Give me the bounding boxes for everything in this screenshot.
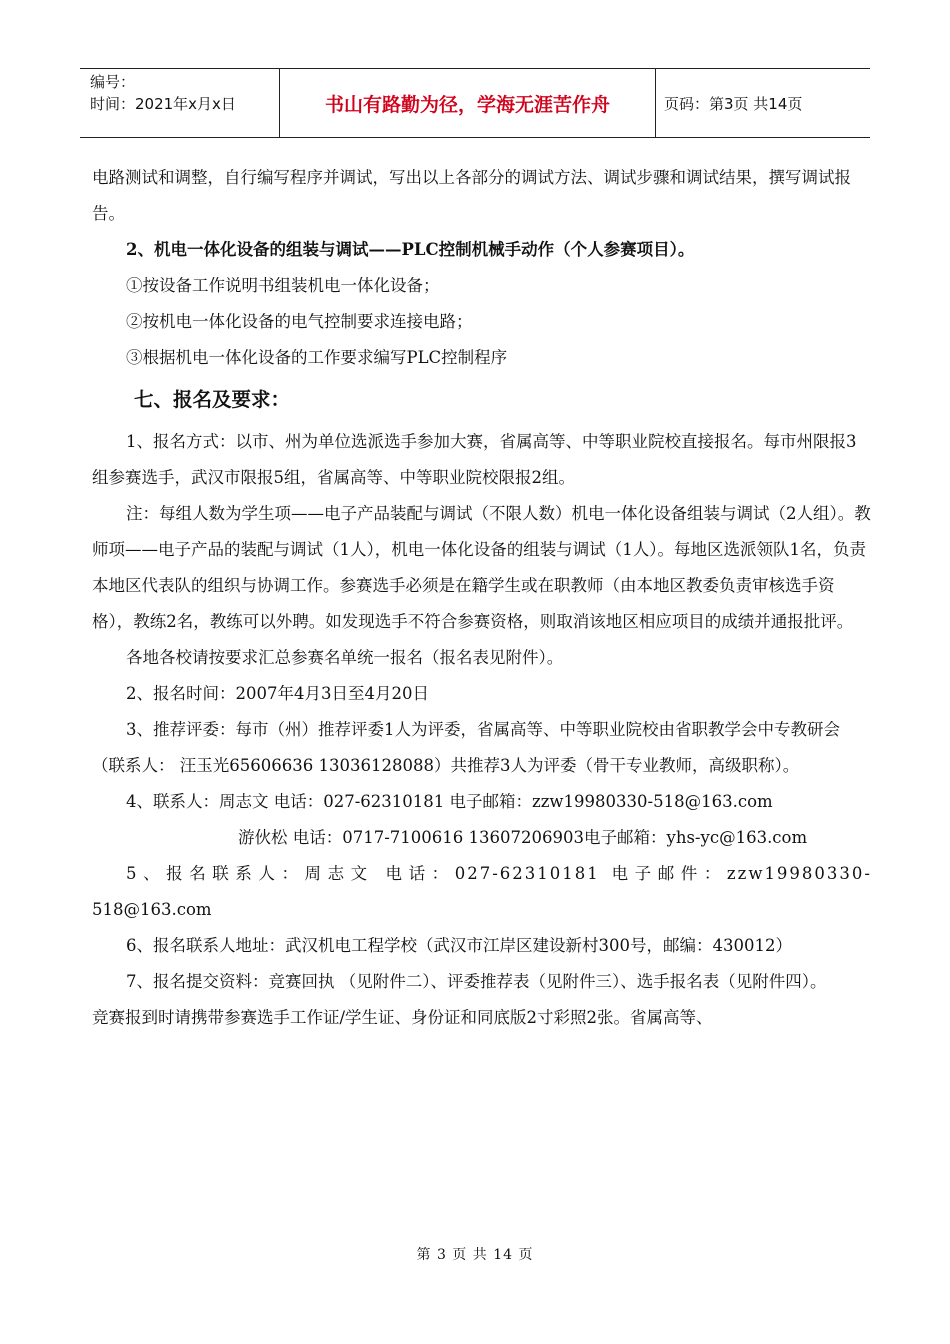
paragraph-registration-method: 1、报名方式：以市、州为单位选派选手参加大赛，省属高等、中等职业院校直接报名。每市州限报3组参赛选手，武汉市限报5组，省属高等、中等职业院校限报2组。 (92, 432, 857, 487)
header-motto: 书山有路勤为径，学海无涯苦作舟 (280, 69, 656, 137)
subitem-assemble: ①按设备工作说明书组装机电一体化设备； (126, 276, 440, 295)
subitem-plc-program: ③根据机电一体化设备的工作要求编写PLC控制程序 (126, 348, 508, 367)
subitem-wiring: ②按机电一体化设备的电气控制要求连接电路； (126, 312, 473, 331)
paragraph-contact-1: 4、联系人：周志文 电话：027-62310181 电子邮箱：zzw19980330-518@163.com (126, 792, 773, 811)
time-label: 时间：2021年x月x日 (90, 95, 236, 113)
document-body (92, 160, 872, 1036)
header-meta (80, 69, 280, 137)
paragraph-submit-list: 各地各校请按要求汇总参赛名单统一报名（报名表见附件）。 (126, 648, 564, 667)
paragraph-debug-report: 电路测试和调整，自行编写程序并调试，写出以上各部分的调试方法、调试步骤和调试结果，撰写调试报告。 (92, 168, 851, 223)
header-page-info: 页码：第3页 共14页 (664, 94, 803, 113)
code-label: 编号： (90, 73, 136, 91)
paragraph-note: 注：每组人数为学生项——电子产品装配与调试（不限人数）机电一体化设备组装与调试（2人组）。教师项——电子产品的装配与调试（1人），机电一体化设备的组装与调试（1人）。每地区选派领队1名，负责本地区代表队的组织与协调工作。参赛选手必须是在籍学生或在职教师（由本地区教委负责审核选手资格），教练2名，教练可以外聘。如发现选手不符合参赛资格，则取消该地区相应项目的成绩并通报批评。 (92, 504, 871, 631)
paragraph-address: 6、报名联系人地址：武汉机电工程学校（武汉市江岸区建设新村300号，邮编：430012） (126, 936, 792, 955)
paragraph-contact-2: 游伙松 电话：0717-7100616 13607206903电子邮箱：yhs-yc@163.com (238, 828, 808, 847)
document-header (80, 68, 870, 138)
paragraph-registration-contact-cont: 518@163.com (92, 900, 212, 919)
item-mechatronics-heading: 2、机电一体化设备的组装与调试——PLC控制机械手动作（个人参赛项目）。 (126, 240, 695, 259)
paragraph-checkin: 竞赛报到时请携带参赛选手工作证/学生证、身份证和同底版2寸彩照2张。省属高等、 (92, 1008, 713, 1027)
paragraph-registration-time: 2、报名时间：2007年4月3日至4月20日 (126, 684, 429, 703)
section-registration-heading: 七、报名及要求： (134, 388, 291, 411)
paragraph-materials: 7、报名提交资料：竞赛回执 （见附件二）、评委推荐表（见附件三）、选手报名表（见附件四）。 (126, 972, 827, 991)
paragraph-registration-contact: 5、报名联系人：周志文 电话：027-62310181 电子邮件：zzw19980330- (126, 864, 872, 883)
page-footer: 第 3 页 共 14 页 (416, 1247, 534, 1263)
paragraph-judges: 3、推荐评委：每市（州）推荐评委1人为评委，省属高等、中等职业院校由省职教学会中专教研会（联系人： 汪玉光65606636 13036128088）共推荐3人为评委（骨干专业教师，高级职称）。 (92, 720, 840, 775)
